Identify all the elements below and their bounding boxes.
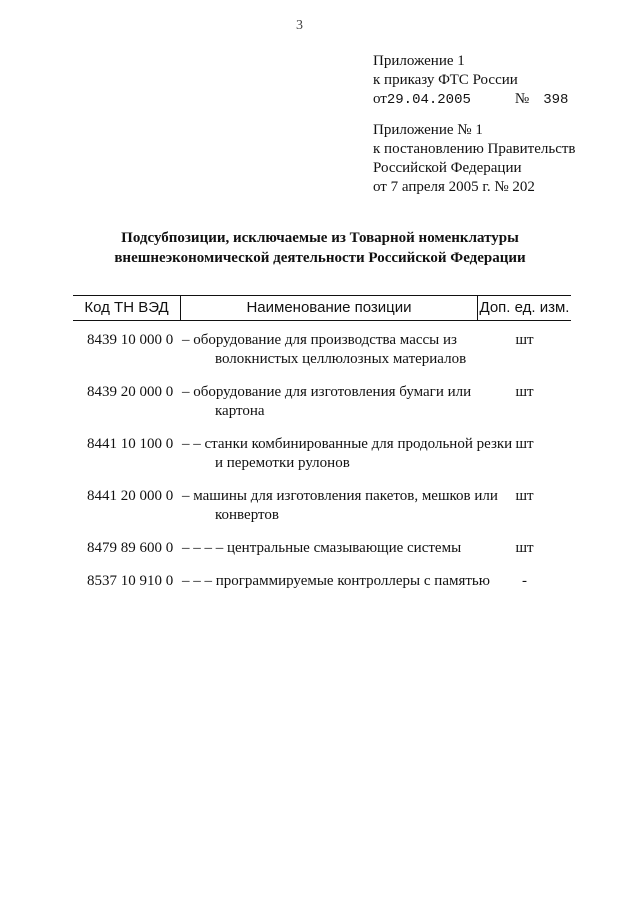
row-code: 8439 10 000 0 [87, 332, 174, 348]
document-title-line2: внешнеэкономической деятельности Российской Федерации [114, 250, 526, 266]
row-unit: шт [515, 384, 534, 400]
table-body [73, 331, 571, 605]
annex-one-order-line: к приказу ФТС России [373, 72, 518, 88]
annex-one-block [373, 52, 568, 110]
header-unit: Доп. ед. изм. [479, 299, 570, 316]
row-name: – – – – центральные смазывающие системы [182, 540, 462, 556]
row-code: 8537 10 910 0 [87, 573, 174, 589]
annex-two-line3: Российской Федерации [373, 160, 522, 176]
annex-two-block [373, 121, 576, 197]
table-row [73, 331, 571, 369]
annex-one-date-line [373, 90, 568, 110]
annex-one-number-value: 398 [543, 92, 569, 108]
annex-one-date-value: 29.04.2005 [386, 92, 471, 108]
row-unit: - [522, 573, 527, 589]
row-name: – – – программируемые контроллеры с памятью [182, 573, 490, 589]
document-title [60, 228, 580, 268]
row-name: – оборудование для изготовления бумаги или картона [182, 384, 472, 419]
table-row [73, 487, 571, 525]
nomenclature-table [73, 295, 571, 589]
annex-one-title: Приложение 1 [373, 53, 465, 69]
page-number: 3 [296, 18, 303, 33]
row-code: 8479 89 600 0 [87, 540, 174, 556]
row-unit: шт [515, 332, 534, 348]
row-code: 8441 20 000 0 [87, 488, 174, 504]
annex-two-line2: к постановлению Правительств [373, 141, 576, 157]
annex-two-title: Приложение № 1 [373, 122, 483, 138]
table-row [73, 572, 571, 591]
table-row [73, 435, 571, 473]
row-unit: шт [515, 436, 534, 452]
table-row [73, 383, 571, 421]
table-header [73, 295, 571, 321]
row-unit: шт [515, 540, 534, 556]
row-code: 8439 20 000 0 [87, 384, 174, 400]
row-unit: шт [515, 488, 534, 504]
row-name: – машины для изготовления пакетов, мешков или конвертов [182, 488, 498, 523]
table-row [73, 539, 571, 558]
header-code: Код ТН ВЭД [84, 299, 169, 316]
annex-two-line4: от 7 апреля 2005 г. № 202 [373, 179, 535, 195]
header-name: Наименование позиции [246, 299, 412, 316]
document-title-line1: Подсубпозиции, исключаемые из Товарной номенклатуры [121, 230, 519, 246]
annex-one-number-label: № [514, 91, 530, 107]
row-name: – оборудование для производства массы из волокнистых целлюлозных материалов [182, 332, 467, 367]
row-name: – – станки комбинированные для продольной резки и перемотки рулонов [182, 436, 513, 471]
annex-one-date-prefix: от [373, 91, 387, 107]
row-code: 8441 10 100 0 [87, 436, 174, 452]
